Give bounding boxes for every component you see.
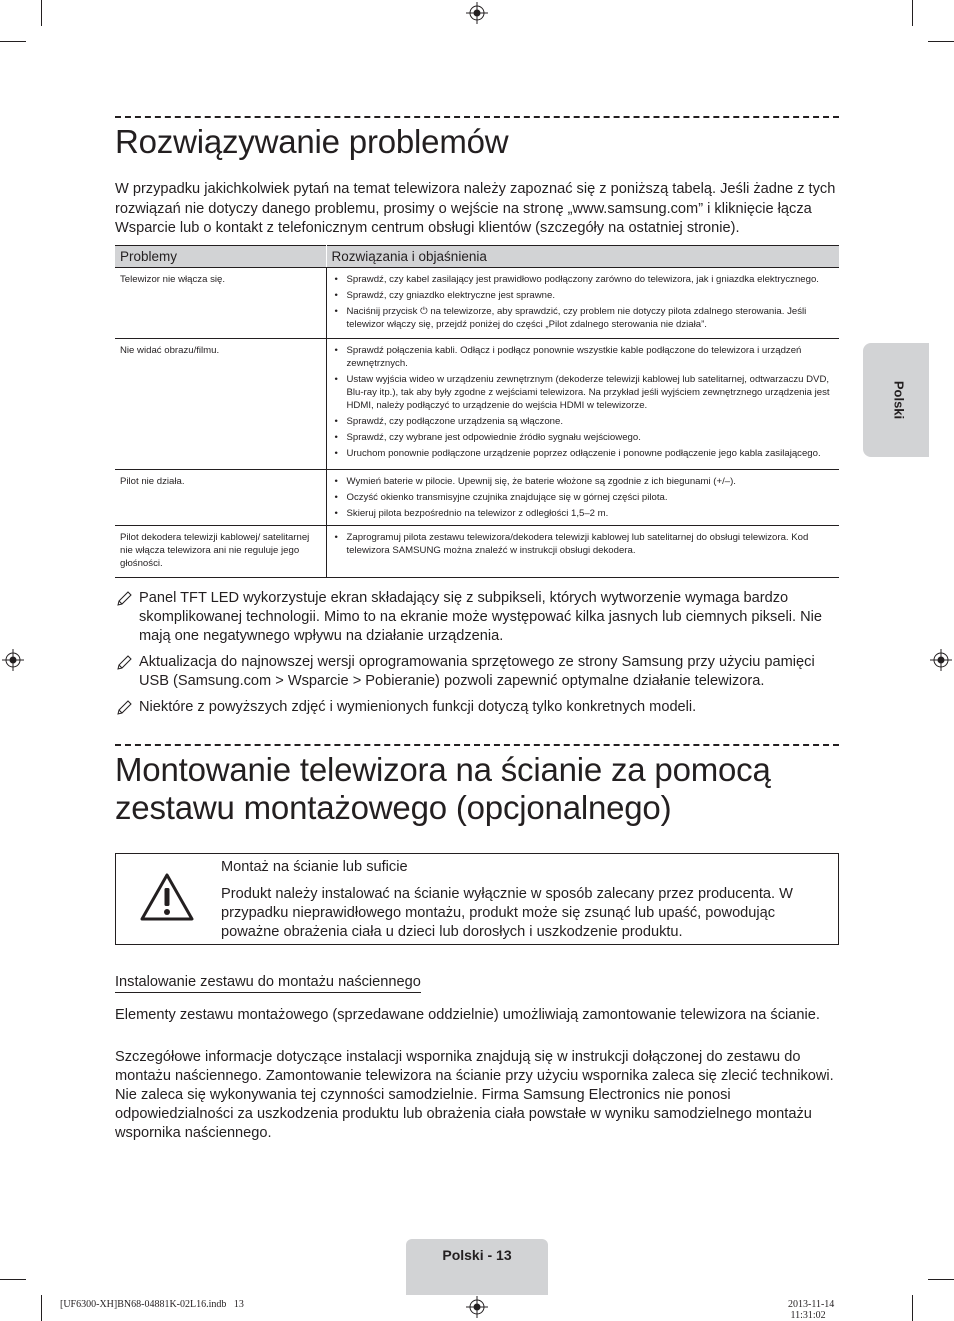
table-row (115, 339, 839, 470)
language-side-tab (863, 343, 929, 457)
section-divider (115, 744, 839, 746)
solutions-cell (326, 268, 839, 339)
footer-file-name: [UF6300-XH]BN68-04881K-02L16.indb 13 (60, 1299, 244, 1310)
problem-cell: Pilot nie działa. (115, 470, 326, 526)
body-paragraph: Szczegółowe informacje dotyczące instalacji wspornika znajdują się w instrukcji dołączonej do zestawu do montażu naściennego. Zamontowanie telewizora na ścianie przy użyciu wspornika zaleca się zlecić technikowi. Nie zaleca się wykonywania tej czynności samodzielnie. Firma Samsung Electronics nie ponosi odpowiedzialności za uszkodzenia produktu lub obrażenia ciała powstałe w wyniku samodzielnego montażu wspornika naściennego. (115, 1049, 834, 1141)
body-paragraph: Elementy zestawu montażowego (sprzedawane oddzielnie) umożliwiają zamontowanie telewizora na ścianie. (115, 1007, 820, 1023)
note-text: Panel TFT LED wykorzystuje ekran składający się z subpikseli, których wytworzenie wymaga bardzo skomplikowanej technologii. Mimo to na ekranie może występować kilka jasnych lub ciemnych pikseli. Nie mają one negatywnego wpływu na działanie urządzenia. (139, 590, 822, 644)
note-item (115, 653, 845, 691)
intro-paragraph: W przypadku jakichkolwiek pytań na temat telewizora należy zapoznać się z poniższą tabelą. Jeśli żadne z tych rozwiązań nie dotyczy danego problemu, prosimy o wejście na stronę „www.samsung.com” i kliknięcie łącza Wsparcie lub o kontakt z telefonicznym centrum obsługi klientów (szczegóły na ostatniej stronie). (115, 181, 836, 236)
list-item: • Ustaw wyjścia wideo w urządzeniu zewnętrznym (dekoderze telewizji kablowej lub satelitarnej, odtwarzaczu DVD, Blu-ray itp.), tak aby były zgodne z wejściami telewizora. Na przykład jeśli wyjściem zewnętrznego urządzenia jest HDMI, należy podłączyć to urządzenie do wejścia HDMI w telewizorze. (332, 373, 835, 412)
list-item: • Sprawdź, czy wybrane jest odpowiednie źródło sygnału wejściowego. (332, 431, 835, 444)
crop-mark (41, 1295, 42, 1321)
problem-cell: Telewizor nie włącza się. (115, 268, 326, 339)
note-text: Aktualizacja do najnowszej wersji oprogramowania sprzętowego ze strony Samsung przy użyciu pamięci USB (Samsung.com > Wsparcie > Pobieranie) pozwoli zapewnić optymalne działanie telewizora. (139, 654, 815, 689)
warning-title: Montaż na ścianie lub suficie (221, 859, 408, 875)
registration-mark-icon (2, 649, 24, 671)
crop-mark (928, 1279, 954, 1280)
pencil-note-icon (115, 654, 133, 672)
crop-mark (912, 1295, 913, 1321)
list-item: • Wymień baterie w pilocie. Upewnij się, że baterie włożone są zgodnie z ich biegunami (+/–). (332, 475, 835, 488)
warning-body: Produkt należy instalować na ścianie wyłącznie w sposób zalecany przez producenta. W przypadku nieprawidłowego montażu, produkt może się zsunąć lub upaść, powodując poważne obrażenia ciała u dzieci lub dorosłych i uszkodzenie produktu. (221, 886, 793, 940)
page-number-tab (406, 1239, 548, 1295)
solutions-cell (326, 526, 839, 578)
column-header-solutions: Rozwiązania i objaśnienia (326, 246, 839, 268)
list-item: • Skieruj pilota bezpośrednio na telewizor z odległości 1,5–2 m. (332, 507, 835, 520)
note-item (115, 698, 845, 717)
list-item: • Sprawdź połączenia kabli. Odłącz i podłącz ponownie wszystkie kable podłączone do telewizora i urządzeń zewnętrznych. (332, 344, 835, 370)
footer-timestamp: 2013-11-14 11:31:02 (788, 1299, 835, 1321)
problem-cell: Pilot dekodera telewizji kablowej/ satelitarnej nie włącza telewizora ani nie reguluje jego głośności. (115, 526, 326, 578)
crop-mark (41, 0, 42, 26)
list-item: • Oczyść okienko transmisyjne czujnika znajdujące się w górnej części pilota. (332, 491, 835, 504)
pencil-note-icon (115, 699, 133, 717)
section-title-wall-mount-line1: Montowanie telewizora na ścianie za pomocą (115, 751, 771, 788)
registration-mark-icon (930, 649, 952, 671)
crop-mark (0, 41, 26, 42)
section-title-wall-mount-line2: zestawu montażowego (opcjonalnego) (115, 789, 672, 826)
page-number: Polski - 13 (442, 1247, 512, 1263)
column-header-problems: Problemy (115, 246, 326, 268)
crop-mark (912, 0, 913, 26)
subheading-wall-mount-install: Instalowanie zestawu do montażu naściennego (115, 972, 421, 993)
problem-cell: Nie widać obrazu/filmu. (115, 339, 326, 470)
list-item: • Sprawdź, czy gniazdko elektryczne jest sprawne. (332, 289, 835, 302)
table-row (115, 526, 839, 578)
notes-list (115, 589, 845, 724)
crop-mark (0, 1279, 26, 1280)
troubleshooting-table (115, 245, 839, 578)
registration-mark-icon (466, 1296, 488, 1318)
language-side-tab-label: Polski (891, 380, 907, 420)
table-header-row (115, 246, 839, 268)
warning-box (115, 853, 839, 945)
solutions-cell (326, 339, 839, 470)
section-divider (115, 116, 839, 118)
list-item: • Naciśnij przycisk ⏻ na telewizorze, aby sprawdzić, czy problem nie dotyczy pilota zdalnego sterowania. Jeśli telewizor włączy się, przejdź poniżej do części „Pilot zdalnego sterowania nie działa”. (332, 305, 835, 331)
list-item: • Uruchom ponownie podłączone urządzenie poprzez odłączenie i ponowne podłączenie jego kabla zasilającego. (332, 447, 835, 460)
registration-mark-icon (466, 2, 488, 24)
pencil-note-icon (115, 590, 133, 608)
solutions-cell (326, 470, 839, 526)
warning-triangle-icon (140, 872, 194, 922)
table-row (115, 470, 839, 526)
list-item: • Sprawdź, czy kabel zasilający jest prawidłowo podłączony zarówno do telewizora, jak i gniazdka elektrycznego. (332, 273, 835, 286)
list-item: • Zaprogramuj pilota zestawu telewizora/dekodera telewizji kablowej lub satelitarnej do obsługi telewizora. Kod telewizora SAMSUNG można znaleźć w instrukcji obsługi dekodera. (332, 531, 835, 557)
list-item: • Sprawdź, czy podłączone urządzenia są włączone. (332, 415, 835, 428)
table-row (115, 268, 839, 339)
section-title-troubleshooting: Rozwiązywanie problemów (115, 123, 509, 160)
note-text: Niektóre z powyższych zdjęć i wymienionych funkcji dotyczą tylko konkretnych modeli. (139, 699, 697, 715)
note-item (115, 589, 845, 646)
crop-mark (928, 41, 954, 42)
